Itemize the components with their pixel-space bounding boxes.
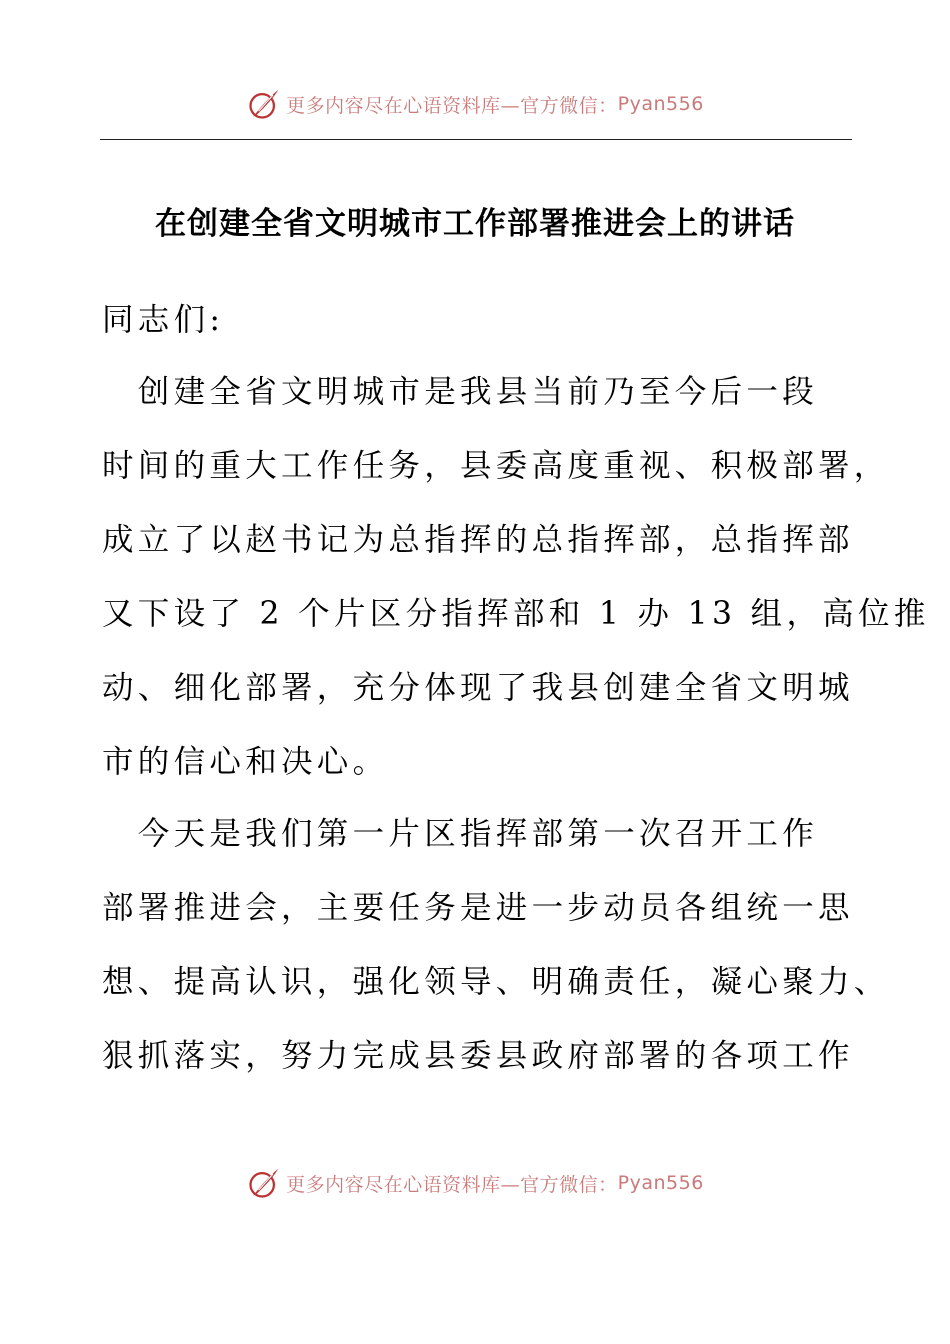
- header-divider: [100, 139, 852, 140]
- paragraph2-line: 今天是我们第一片区指挥部第一次召开工作: [102, 816, 819, 852]
- paragraph1-line: 成立了以赵书记为总指挥的总指挥部，总指挥部: [102, 522, 854, 558]
- paragraph2-line: 狠抓落实，努力完成县委县政府部署的各项工作: [102, 1038, 854, 1074]
- quill-pen-logo-icon: [246, 86, 282, 122]
- paragraph2-line: 部署推进会，主要任务是进一步动员各组统一思: [102, 890, 854, 926]
- paragraph1-line: 时间的重大工作任务，县委高度重视、积极部署，: [102, 448, 890, 484]
- footer-banner: [0, 1161, 950, 1205]
- salutation: 同志们:: [102, 302, 225, 338]
- paragraph1-line: 又下设了 2 个片区分指挥部和 1 办 13 组，高位推: [102, 596, 930, 632]
- paragraph1-line: 市的信心和决心。: [102, 744, 389, 780]
- quill-pen-logo-icon: [246, 1165, 282, 1201]
- footer-banner-text: 更多内容尽在心语资料库—官方微信：: [286, 1173, 618, 1196]
- header-banner-text: 更多内容尽在心语资料库—官方微信：: [286, 94, 618, 117]
- document-title: 在创建全省文明城市工作部署推进会上的讲话: [155, 206, 795, 242]
- paragraph1-line: 创建全省文明城市是我县当前乃至今后一段: [102, 374, 819, 410]
- header-banner: [0, 82, 950, 126]
- header-wechat-id: Pyan556: [617, 93, 704, 115]
- footer-wechat-id: Pyan556: [617, 1172, 704, 1194]
- paragraph2-line: 想、提高认识，强化领导、明确责任，凝心聚力、: [102, 964, 890, 1000]
- paragraph1-line: 动、细化部署，充分体现了我县创建全省文明城: [102, 670, 854, 706]
